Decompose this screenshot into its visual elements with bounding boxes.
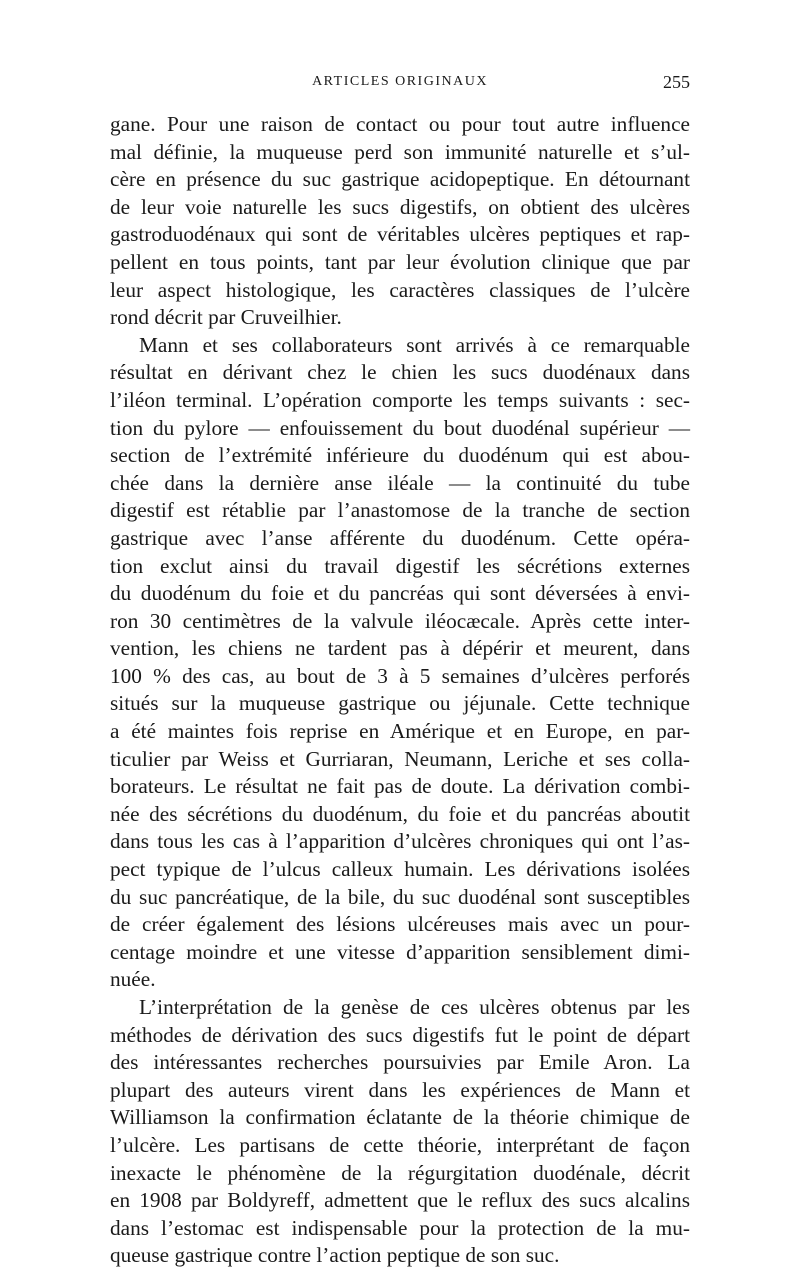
text-line: section de l’extrémité inférieure du duodénum qui est abou-: [110, 443, 690, 468]
text-line: cère en présence du suc gastrique acidopeptique. En détournant: [110, 167, 690, 192]
text-line: l’iléon terminal. L’opération comporte les temps suivants : sec-: [110, 387, 690, 412]
text-line: dans l’estomac est indispensable pour la protection de la mu-: [110, 1215, 690, 1240]
paragraph: [110, 111, 690, 332]
text-line: L’interprétation de la genèse de ces ulcères obtenus par les: [139, 995, 690, 1019]
text-line: des intéressantes recherches poursuivies par Emile Aron. La: [110, 1050, 690, 1075]
text-line: Mann et ses collaborateurs sont arrivés à ce remarquable: [139, 332, 690, 357]
text-line: queuse gastrique contre l’action peptique de son suc.: [110, 1243, 560, 1268]
text-line: borateurs. Le résultat ne fait pas de doute. La dérivation combi-: [110, 774, 690, 799]
text-line: de créer également des lésions ulcéreuses mais avec un pour-: [110, 912, 690, 937]
paragraph: [110, 332, 690, 994]
text-line: gastroduodénaux qui sont de véritables ulcères peptiques et rap-: [110, 222, 690, 247]
text-line: a été maintes fois reprise en Amérique et en Europe, en par-: [110, 719, 690, 744]
text-line: du suc pancréatique, de la bile, du suc duodénal sont susceptibles: [110, 884, 690, 909]
page-number: 255: [663, 72, 690, 92]
text-line: Williamson la confirmation éclatante de la théorie chimique de: [110, 1105, 690, 1130]
text-line: pellent en tous points, tant par leur évolution clinique que par: [110, 249, 690, 274]
article-body: [110, 111, 690, 1270]
text-line: tion du pylore — enfouissement du bout duodénal supérieur —: [110, 415, 690, 440]
text-line: digestif est rétablie par l’anastomose de la tranche de section: [110, 498, 690, 523]
text-line: méthodes de dérivation des sucs digestifs fut le point de départ: [110, 1022, 690, 1047]
text-line: de leur voie naturelle les sucs digestifs, on obtient des ulcères: [110, 194, 690, 219]
text-line: ron 30 centimètres de la valvule iléocæcale. Après cette inter-: [110, 608, 690, 633]
text-line: plupart des auteurs virent dans les expériences de Mann et: [110, 1077, 690, 1102]
text-line: ticulier par Weiss et Gurriaran, Neumann, Leriche et ses colla-: [110, 746, 690, 771]
running-title: ARTICLES ORIGINAUX: [312, 74, 488, 89]
text-line: inexacte le phénomène de la régurgitation duodénale, décrit: [110, 1160, 690, 1185]
text-line: résultat en dérivant chez le chien les sucs duodénaux dans: [110, 360, 690, 385]
text-line: tion exclut ainsi du travail digestif les sécrétions externes: [110, 553, 690, 578]
text-line: nuée.: [110, 967, 156, 992]
text-line: dans tous les cas à l’apparition d’ulcères chroniques qui ont l’as-: [110, 829, 690, 854]
text-line: l’ulcère. Les partisans de cette théorie, interprétant de façon: [110, 1132, 690, 1157]
text-line: en 1908 par Boldyreff, admettent que le reflux des sucs alcalins: [110, 1188, 690, 1213]
text-line: pect typique de l’ulcus calleux humain. Les dérivations isolées: [110, 857, 690, 882]
running-header: [110, 74, 690, 98]
text-line: gastrique avec l’anse afférente du duodénum. Cette opéra-: [110, 525, 690, 550]
text-line: centage moindre et une vitesse d’apparition sensiblement dimi-: [110, 939, 690, 964]
text-line: née des sécrétions du duodénum, du foie et du pancréas aboutit: [110, 801, 690, 826]
text-line: du duodénum du foie et du pancréas qui sont déversées à envi-: [110, 581, 690, 606]
text-line: mal définie, la muqueuse perd son immunité naturelle et s’ul-: [110, 139, 690, 164]
text-line: gane. Pour une raison de contact ou pour tout autre influence: [110, 112, 690, 136]
text-line: 100 % des cas, au bout de 3 à 5 semaines d’ulcères perforés: [110, 663, 690, 688]
paragraph: [110, 994, 690, 1270]
text-line: leur aspect histologique, les caractères classiques de l’ulcère: [110, 277, 690, 302]
text-line: chée dans la dernière anse iléale — la continuité du tube: [110, 470, 690, 495]
text-line: vention, les chiens ne tardent pas à dépérir et meurent, dans: [110, 636, 690, 661]
text-line: rond décrit par Cruveilhier.: [110, 305, 342, 330]
text-line: situés sur la muqueuse gastrique ou jéjunale. Cette technique: [110, 691, 690, 716]
